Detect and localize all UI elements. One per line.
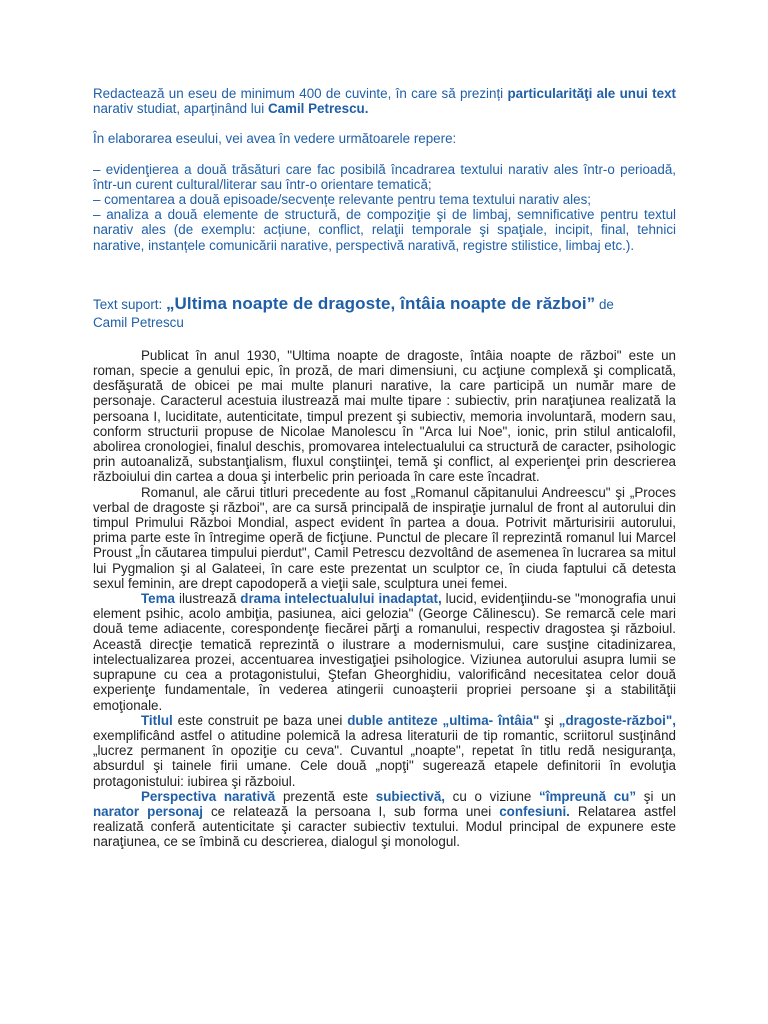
task-block <box>93 86 676 253</box>
document-page <box>93 86 676 850</box>
task-item: – evidenţierea a două trăsături care fac posibilă încadrarea textului narativ ales într-o perioadă, într-un curent cultural/literar sau într-o orientare tematică; <box>93 161 676 192</box>
task-repere: În elaborarea eseului, vei avea în vedere următoarele repere: <box>93 131 457 147</box>
author-name: Camil Petrescu <box>93 314 184 330</box>
paragraph: Tema ilustrează drama intelectualului inadaptat, lucid, evidenţiindu-se "monografia unui element psihic, acolo ambiţia, pasiunea, aici gelozia" (George Călinescu). Se remarcă cele mari două teme adiacente, corespondenţe fiecărei părţi a romanului, respectiv dragostea şi războiul. Această direcţie tematică reprezintă o ilustrare a modernismului, care susţine citadinizarea, intelectualizarea prozei, accentuarea investigaţiei psihologice. Viziunea autorului asupra lumii se suprapune cu cea a protagonistului, Ştefan Gheorghidiu, valorificând necesitatea celor două experienţe fundamentale, în vederea atingerii cunoaşterii propriei persoane şi a stabilităţii emoţionale. <box>93 591 676 713</box>
paragraph: Perspectiva narativă prezentă este subiectivă, cu o viziune “împreună cu” şi un narator personaj ce relatează la persoana I, sub forma unei confesiuni. Relatarea astfel realizată conferă autenticitate şi caracter subiectiv textului. Modul principal de expunere este naraţiunea, ce se îmbină cu descrierea, dialogul şi monologul. <box>93 788 677 850</box>
novel-title: „Ultima noapte de dragoste, întâia noapte de război” <box>165 293 596 313</box>
task-item: – analiza a două elemente de structură, de compoziţie şi de limbaj, semnificative pentru textul narativ ales (de exemplu: acțiune, conflict, relaţii temporale şi spaţiale, incipit, final, tehnici narative, instanțele comunicării narative, perspectivă narativă, registre stilistice, limbaj etc.). <box>93 207 676 253</box>
support-title: Text suport: „Ultima noapte de dragoste, întâia noapte de război” de Camil Petrescu <box>93 294 676 330</box>
task-item: – comentarea a două episoade/secvențe relevante pentru tema textului narativ ales; <box>93 192 591 208</box>
paragraph: Publicat în anul 1930, "Ultima noapte de dragoste, întâia noapte de război" este un roman, specie a genului epic, în proză, de mari dimensiuni, cu acţiune complexă şi complicată, desfăşurată de obicei pe mai multe planuri narative, la care participă un număr mare de personaje. Caracterul acestuia ilustrează mai multe tipare : subiectiv, prin naraţiunea realizată la persoana I, luciditate, autenticitate, timpul prezent şi subiectiv, memoria involuntară, modern sau, conform structurii propuse de Nicolae Manolescu în "Arca lui Noe", ionic, prin stilul anticalofil, abolirea cronologiei, finalul deschis, promovarea intelectualului ca structură de caracter, psihologic prin autoanaliză, substanţialism, fluxul conştiinţei, temă şi conflict, al experienţei prin descrierea războiului din cartea a doua şi interbelic prin perioada în care este încadrat. <box>93 347 676 485</box>
paragraph: Romanul, ale cărui titluri precedente au fost „Romanul căpitanului Andreescu" şi „Proces verbal de dragoste şi război", are ca sursă principală de inspiraţie jurnalul de front al autorului din timpul Primului Război Mondial, aspect evident în partea a doua. Potrivit mărturisirii autorului, prima parte este în întregime operă de ficţiune. Punctul de plecare îl reprezintă romanul lui Marcel Proust „În căutarea timpului pierdut", Camil Petrescu dezvoltând de asemenea în lucrarea sa mitul lui Pygmalion şi al Galateei, în care este prezentat un sculptor ce, în ciuda faptului că detesta sexul feminin, are drept capodoperă a vieţii sale, sculptura unei femei. <box>93 484 676 591</box>
paragraph: Titlul este construit pe baza unei duble antiteze „ultima- întâia" şi „dragoste-război", exemplificând astfel o atitudine polemică la adresa literaturii de tip romantic, scriitorul susţinând „lucrez permanent în opoziţie cu ceva". Cuvantul „noapte", repetat în titlu redă nesiguranţa, absurdul şi tainele firii umane. Cele două „nopţi" sugerează etapele definitorii în evoluţia protagonistului: iubirea şi războiul. <box>93 712 676 789</box>
essay-body <box>93 348 676 850</box>
task-intro: Redactează un eseu de minimum 400 de cuvinte, în care să prezinți particularităţi ale unui text narativ studiat, aparținând lui Camil Petrescu. <box>93 86 676 117</box>
